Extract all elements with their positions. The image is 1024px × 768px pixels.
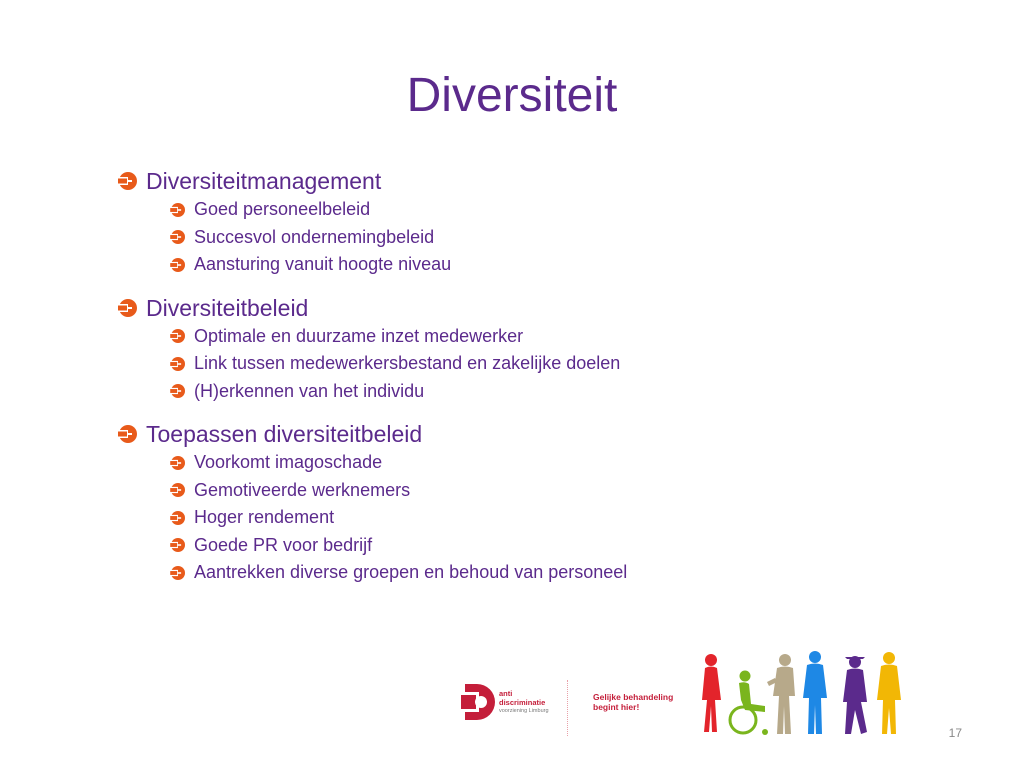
bullet-level1	[118, 419, 918, 449]
bullet-icon	[170, 511, 186, 525]
bullet-level2	[170, 350, 918, 378]
footer-divider	[567, 680, 568, 736]
bullet-text: Optimale en duurzame inzet medewerker	[194, 325, 524, 346]
bullet-icon	[118, 299, 138, 317]
bullet-icon	[170, 230, 186, 244]
bullet-text: Succesvol ondernemingbeleid	[194, 226, 435, 247]
bullet-icon	[170, 566, 186, 580]
bullet-level1	[118, 166, 918, 196]
page-number: 17	[948, 726, 962, 740]
bullet-text: Gemotiveerde werknemers	[194, 479, 411, 500]
bullet-text: Hoger rendement	[194, 507, 335, 527]
bullet-icon	[170, 258, 186, 272]
bullet-text: Diversiteitmanagement	[146, 168, 382, 194]
bullet-level2	[170, 504, 918, 532]
bullet-level2	[170, 449, 918, 477]
bullet-text: Voorkomt imagoschade	[194, 452, 383, 472]
bullet-level2	[170, 251, 918, 279]
logo-subline: voorziening Limburg	[499, 708, 549, 714]
bullet-level2	[170, 477, 918, 505]
logo-line-anti: anti	[499, 689, 513, 698]
bullet-level2	[170, 323, 918, 351]
bullet-icon	[170, 203, 186, 217]
bullet-text: Aansturing vanuit hoogte niveau	[194, 254, 452, 274]
bullet-text: Link tussen medewerkersbestand en zakelijke doelen	[194, 353, 621, 373]
bullet-level1	[118, 293, 918, 323]
bullet-level2	[170, 559, 918, 587]
bullet-level2	[170, 532, 918, 560]
bullet-text: Goede PR voor bedrijf	[194, 534, 373, 555]
bullet-text: Diversiteitbeleid	[146, 294, 309, 321]
bullet-icon	[170, 483, 186, 497]
bullet-text: (H)erkennen van het individu	[194, 380, 425, 401]
bullet-icon	[170, 456, 186, 470]
bullet-icon	[170, 357, 186, 371]
bullet-text: Goed personeelbeleid	[194, 199, 371, 219]
footer-tagline: Gelijke behandeling begint hier!	[593, 692, 674, 712]
bullet-icon	[170, 329, 186, 343]
bullet-text: Toepassen diversiteitbeleid	[146, 421, 423, 447]
bullet-icon	[170, 384, 186, 398]
bullet-icon	[170, 538, 186, 552]
bullet-level2	[170, 196, 918, 224]
slide-title: Diversiteit	[406, 69, 618, 122]
bullet-icon	[118, 172, 138, 190]
section-diversiteitmanagement	[118, 166, 918, 279]
logo-text	[499, 690, 549, 716]
bullet-level2	[170, 224, 918, 252]
bullet-text: Aantrekken diverse groepen en behoud van personeel	[194, 562, 628, 582]
diverse-people-illustration-icon	[695, 650, 915, 740]
bullet-level2	[170, 378, 918, 406]
logo-line-discriminatie: discriminatie	[499, 697, 546, 707]
section-diversiteitbeleid	[118, 293, 918, 406]
bullet-icon	[118, 425, 138, 443]
footer	[455, 650, 915, 740]
section-toepassen-diversiteitbeleid	[118, 419, 918, 587]
bullet-list	[118, 166, 918, 601]
anti-discriminatie-logo-icon	[461, 684, 495, 720]
